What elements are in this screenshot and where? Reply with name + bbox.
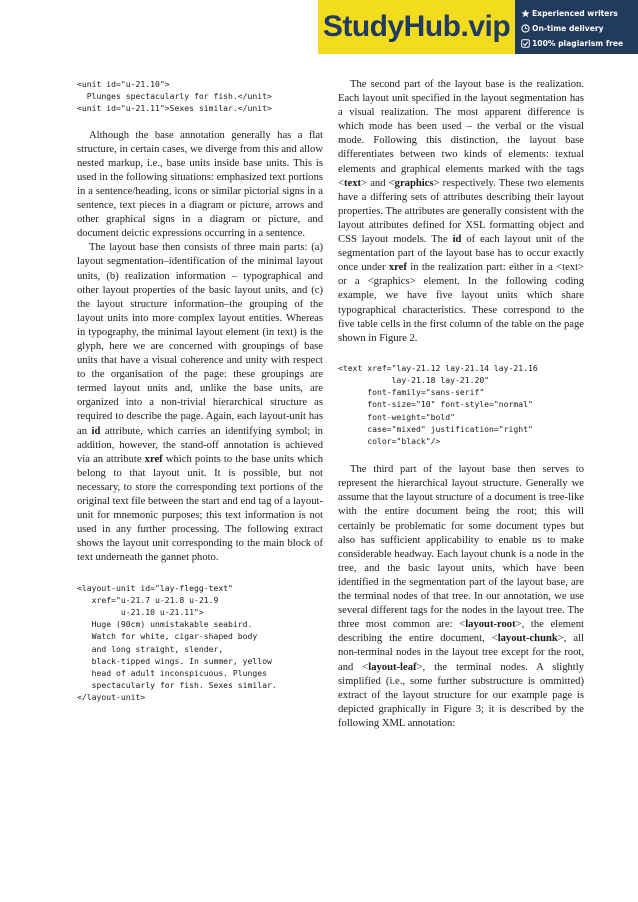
- code-block-unit: <unit id="u-21.10"> Plunges spectacularly for fish.</unit> <unit id="u-21.11">Sexes similar.</unit>: [77, 79, 272, 114]
- paragraph-layout-base: [77, 241, 323, 565]
- text-run: > respectively. These two elements have a differing sets of attributes describing their layout properties. The attributes are generally consistent with the layout attributes defined for XSL formatting object and CSS layout models. The: [338, 177, 584, 246]
- paragraph-nested-markup: Although the base annotation generally has a flat structure, in certain cases, we diverge from this and allow nested markup, i.e., base units inside base units. This is used in the following situations: emphasized text portions in a sentence/heading, icons or similar pictorial signs in a sentence, text pieces in a diagram or picture, arrows and other graphical signs in a diagram or picture, and document deictic expressions occurring in a sentence.: [77, 129, 323, 240]
- code-block-layout-unit: <layout-unit id="lay-flegg-text" xref="u-21.7 u-21.8 u-21.9 u-21.10 u-21.11"> Huge (90cm) unmistakable seabird. Watch for white, cigar-shaped body and long straight, slender, black-tipped wings. In summer, yellow head of adult inconspicuous. Plunges spectacularly for fish. Sexes similar. </layout-unit>: [77, 582, 277, 703]
- bold-term: text: [343, 177, 362, 189]
- text-run: The third part of the layout base then serves to represent the hierarchical layout structure. Generally we assume that the layout structure of a document is tree-like with the entire document being the root; this will certainly be problematic for some document types but also has sufficient applicability to enable us to make considerable headway. Each layout chunk is a node in the tree, and the basic layout units, which have been identified in the segmentation part of the layout base, are the terminal nodes of that tree. In our annotation, we use several different tags for the nodes in the layout tree. The three most common are: <: [338, 464, 584, 631]
- spacer: [77, 566, 323, 582]
- clock-icon: [521, 24, 530, 33]
- star-icon: [521, 9, 530, 18]
- spacer: [77, 115, 323, 129]
- text-run: which points to the base units which belong to that layout unit. It is possible, but not necessary, to store the corresponding text portions of the original text file between the start and end tag of a layout-unit for mnemonic purposes; this text information is not used in any further processing. The following extract shows the layout unit corresponding to the main block of text underneath the gannet photo.: [77, 453, 324, 564]
- text-run: in the realization part: either in a <text> or a <graphics> element. In the following coding example, we have five layout units which share typographical characteristics. These correspond to the five table cells in the first column of the table on the page shown in Figure 2.: [338, 262, 584, 344]
- bold-term: xref: [144, 453, 163, 465]
- feature-item: [521, 36, 638, 50]
- feature-list: [521, 6, 638, 51]
- logo[interactable]: [318, 0, 515, 54]
- code-block-text: <text xref="lay-21.12 lay-21.14 lay-21.16 lay-21.18 lay-21.20" font-family="sans-serif" font-size="10" font-style="normal" font-weight="bold" case="mixed" justification="right" color="black"/>: [338, 362, 538, 446]
- text-run: attribute, which carries an identifying symbol; in addition, however, the stand-off annotation is achieved via an attribute: [77, 425, 323, 465]
- text-run: >, all non-terminal nodes in the layout tree except for the root, and <: [338, 633, 584, 673]
- paragraph-layout-structure: [338, 463, 584, 731]
- promo-banner[interactable]: [318, 0, 638, 54]
- text-run: > and <: [361, 177, 395, 189]
- logo-text: StudyHub.vip: [322, 10, 511, 43]
- paragraph-realization: [338, 78, 584, 346]
- feature-item: [521, 6, 638, 20]
- bold-term: graphics: [394, 177, 434, 189]
- bold-term: xref: [388, 262, 407, 274]
- spacer: [338, 447, 584, 463]
- bold-term: layout-root: [465, 619, 516, 631]
- text-run: of each layout unit of the segmentation part of the layout base has to occur exactly once under: [338, 234, 584, 274]
- feature-item: [521, 21, 638, 35]
- spacer: [338, 346, 584, 362]
- left-column: [77, 78, 323, 704]
- text-run: The second part of the layout base is the realization. Each layout unit specified in the layout segmentation has a visual realization. The most apparent difference is which mode has been used – the verbal or the visual mode. Following this distinction, the layout base differentiates between two kinds of elements: textual elements and graphical elements marked with the tags <: [338, 79, 584, 189]
- feature-label: On-time delivery: [532, 23, 604, 33]
- bold-term: id: [452, 234, 462, 246]
- bold-term: id: [91, 425, 101, 437]
- right-column: [338, 78, 584, 731]
- bold-term: layout-chunk: [497, 633, 558, 645]
- bold-term: layout-leaf: [368, 661, 417, 673]
- text-run: >, the element describing the entire document, <: [338, 619, 584, 645]
- feature-label: 100% plagiarism free: [532, 38, 624, 48]
- text-run: >, the terminal nodes. A slightly simplified (i.e., some further substructure is ommitted) extract of the layout structure for our example page is depicted graphically in Figure 3; it is described by the following XML annotation:: [338, 661, 584, 729]
- check-icon: [521, 39, 530, 48]
- text-run: The layout base then consists of three main parts: (a) layout segmentation–identification of the minimal layout units, (b) realization information – typographical and other layout properties of the basic layout units, and (c) the layout structure information–the grouping of the layout units into more complex layout entities. Whereas in typography, the minimal layout element (in text) is the glyph, here we are concerned with groupings of base units that have a visual coherence and unity with respect to the organisation of the page: these groupings are termed layout units and, unlike the base units, are organized into a non-trivial hierarchical structure as required to describe the page. Again, each layout-unit has an: [77, 242, 323, 437]
- feature-label: Experienced writers: [532, 8, 618, 18]
